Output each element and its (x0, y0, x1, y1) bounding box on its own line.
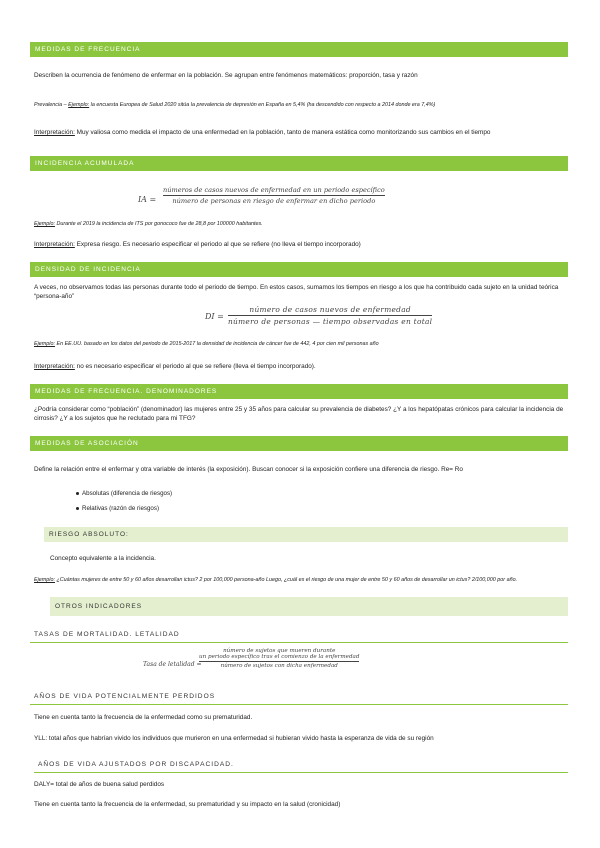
di-denominator: número de personas — tiempo observadas en total (228, 317, 433, 326)
letalidad-numerator-line2: un periodo específico tras el comienzo de la enfermedad (199, 654, 360, 660)
di-example (34, 340, 379, 349)
section-header-mortalidad: TASAS DE MORTALIDAD. LETALIDAD (30, 631, 568, 643)
prevalencia-example: Prevalencia – Ejemplo: la encuesta Europea de Salud 2020 sitúa la prevalencia de depresión en España en 5,4% (ha descendido con respecto a 2014 donde era 7,4%) (34, 102, 436, 108)
section-header-asociacion: MEDIDAS DE ASOCIACIÓN (30, 436, 568, 451)
letalidad-numerator-line1: número de sujetos que mueren durante (223, 648, 336, 654)
section-header-avpp: AÑOS DE VIDA POTENCIALMENTE PERDIDOS (30, 693, 568, 705)
di-interpretacion (34, 362, 316, 371)
riesgo-ejemplo-text: ¿Cuántas mujeres de entre 50 y 60 años desarrollan ictus? 2 por 100,000 persona-año Luego, ¿cuál es el riesgo de una mujer de entre 50 y 60 años de desarrollar un ictus? 2/100,000 por año. (54, 577, 518, 583)
di-description: A veces, no observamos todas las personas durante todo el periodo de tiempo. En estos casos, sumamos los tiempos en riesgo a los que ha contribuido cada sujeto en la unidad teórica “persona-año” (34, 284, 559, 300)
bullet-relativas-text: Relativas (razón de riesgos) (82, 505, 160, 512)
ia-interp-label: Interpretación: (34, 241, 75, 248)
avad-text-2: Tiene en cuenta tanto la frecuencia de la enfermedad, su prematuridad y su impacto en la salud (cronicidad) (34, 801, 341, 808)
bullet-dot (76, 507, 79, 510)
bullet-dot (76, 492, 79, 495)
di-lhs: DI = (205, 312, 224, 321)
letalidad-numerator (199, 648, 359, 662)
ia-numerator: números de casos nuevos de enfermedad en un periodo específico (163, 186, 385, 194)
avpp-text-2: YLL: total años que habrían vivido los individuos que murieron en una enfermedad si hubieran vivido hasta la esperanza de vida de su región (34, 735, 434, 742)
bullet-absolutas-text: Absolutas (diferencia de riesgos) (82, 490, 173, 497)
riesgo-text: Concepto equivalente a la incidencia. (50, 555, 156, 562)
letalidad-lhs: Tasa de letalidad = (143, 661, 202, 668)
section-header-avad: AÑOS DE VIDA AJUSTADOS POR DISCAPACIDAD. (34, 761, 568, 773)
ia-denominator: número de personas en riesgo de enfermar en dicho periodo (172, 197, 376, 205)
subsection-header-otros-indicadores: OTROS INDICADORES (50, 597, 568, 616)
di-ejemplo-label: Ejemplo: (34, 341, 55, 347)
ia-interpretacion (34, 240, 361, 249)
di-ejemplo-text: En EE.UU. basado en los datos del periodo de 2015-2017 la densidad de incidencia de cáncer fue de 442, 4 por cien mil personas año (54, 341, 379, 347)
interpretacion-text: Muy valiosa como medida el impacto de una enfermedad en la población, tanto de manera estática como monitorizando sus cambios en el tiempo (74, 129, 491, 136)
riesgo-example (34, 576, 517, 585)
ia-example (34, 220, 263, 229)
di-interp-text: no es necesario especificar el periodo al que se refiere (lleva el tiempo incorporado). (74, 363, 316, 370)
frecuencia-interpretacion (34, 128, 490, 137)
riesgo-ejemplo-label: Ejemplo: (34, 577, 55, 583)
denominadores-text: ¿Podría considerar como “población” (denominador) las mujeres entre 25 y 35 años para calcular su prevalencia de diabetes? ¿Y a los hepatópatas crónicos para calcular la incidencia de cirrosis? ¿Y a los sujetos que he reclutado para mi TFG? (34, 406, 564, 422)
letalidad-fraction (199, 648, 359, 669)
di-fraction (228, 305, 432, 326)
ia-ejemplo-text: Durante el 2019 la incidencia de ITS por gonococo fue de 28,8 por 100000 habitantes. (54, 221, 263, 227)
subsection-header-riesgo-absoluto: RIESGO ABSOLUTO: (44, 527, 568, 542)
avpp-text-1: Tiene en cuenta tanto la frecuencia de la enfermedad como su prematuridad. (34, 714, 253, 721)
ia-interp-text: Expresa riesgo. Es necesario especificar el periodo al que se refiere (no lleva el tiempo incorporado) (74, 241, 361, 248)
ia-fraction (163, 186, 385, 205)
asociacion-text: Define la relación entre el enfermar y otra variable de interés (la exposición). Buscan conocer si la exposición confiere una diferencia de riesgo. Re= Ro (34, 466, 463, 473)
di-interp-label: Interpretación: (34, 363, 75, 370)
ia-ejemplo-label: Ejemplo: (34, 221, 55, 227)
prevalencia-label: Prevalencia (34, 102, 63, 108)
section-header-incidencia-acumulada: INCIDENCIA ACUMULADA (30, 156, 568, 171)
bullet-absolutas (76, 490, 172, 497)
avad-text-1: DALY= total de años de buena salud perdidos (34, 781, 165, 788)
bullet-relativas (76, 505, 159, 512)
interpretacion-label: Interpretación: (34, 129, 75, 136)
frecuencia-intro: Describen la ocurrencia de fenómeno de enfermar en la población. Se agrupan entre fenómenos matemáticos: proporción, tasa y razón (34, 72, 418, 79)
section-header-medidas-frecuencia: MEDIDAS DE FRECUENCIA (30, 42, 568, 57)
di-numerator: número de casos nuevos de enfermedad (228, 305, 432, 316)
prevalencia-text: la encuesta Europea de Salud 2020 sitúa la prevalencia de depresión en España en 5,4% (ha descendido con respecto a 2014 donde era 7,4%) (90, 102, 436, 108)
section-header-densidad-incidencia: DENSIDAD DE INCIDENCIA (30, 262, 568, 277)
letalidad-denominator: número de sujetos con dicha enfermedad (220, 663, 338, 669)
section-header-denominadores: MEDIDAS DE FRECUENCIA. DENOMINADORES (30, 384, 568, 399)
ia-lhs: IA = (138, 195, 157, 204)
ejemplo-label: Ejemplo: (68, 102, 90, 108)
